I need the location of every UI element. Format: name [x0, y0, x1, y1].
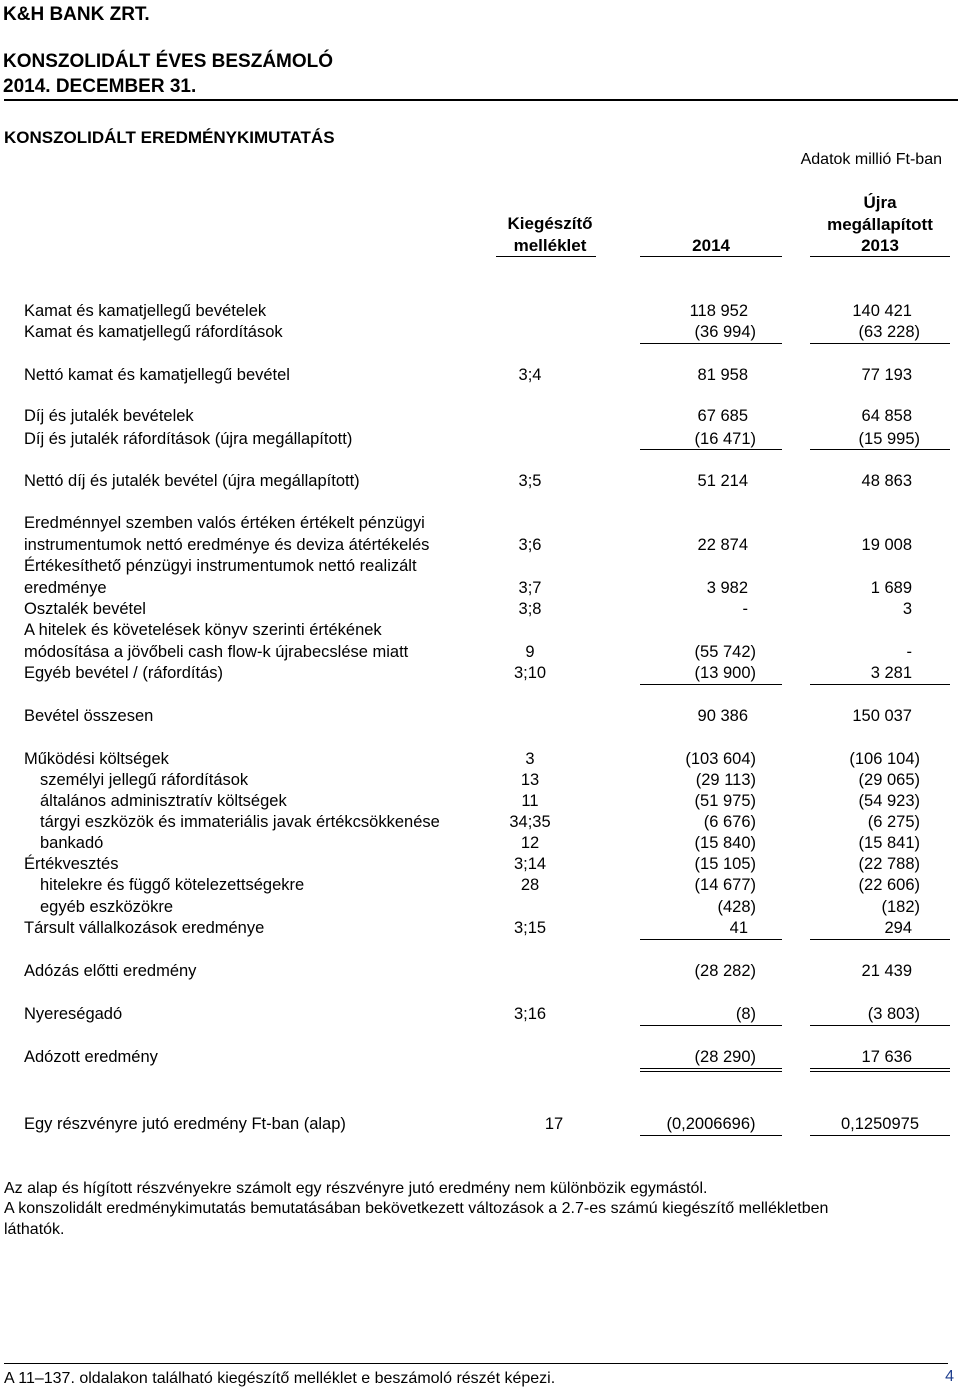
value-2013: 1 689 [870, 579, 912, 597]
eps-rule [640, 1135, 782, 1136]
page-number: 4 [945, 1368, 954, 1385]
row-label: Adózás előtti eredmény [24, 962, 197, 980]
value-2013: 3 281 [870, 664, 912, 682]
note-ref: 17 [544, 1115, 564, 1133]
value-2013: - [906, 643, 912, 661]
value-2014: (15 105) [694, 855, 756, 873]
note-ref: 3;4 [518, 366, 542, 384]
note-ref: 3;15 [513, 919, 547, 937]
value-2014: (13 900) [694, 664, 756, 682]
row-label: hitelekre és függő kötelezettségekre [40, 876, 305, 894]
subtotal-rule [810, 939, 950, 940]
note-ref: 11 [521, 792, 539, 810]
row-label: tárgyi eszközök és immateriális javak értékcsökkenése [40, 813, 440, 831]
units-label: Adatok millió Ft-ban [800, 151, 942, 168]
year-2014-header: 2014 [692, 236, 730, 255]
value-2013: (29 065) [858, 771, 920, 789]
note-ref: 3 [525, 750, 535, 768]
value-2013: (3 803) [867, 1005, 920, 1023]
footer-text: A 11–137. oldalakon található kiegészítő melléklet e beszámoló részét képezi. [4, 1370, 556, 1387]
year-2013-header-2: megállapított [827, 215, 933, 234]
row-label: Bevétel összesen [24, 707, 154, 725]
value-2014: (0,2006696) [666, 1115, 756, 1133]
value-2013: 19 008 [861, 536, 912, 554]
value-2013: 64 858 [861, 407, 912, 425]
row-label: Egy részvényre jutó eredmény Ft-ban (alap) [24, 1115, 346, 1133]
value-2013: (63 228) [858, 323, 920, 341]
value-2013: 150 037 [852, 707, 912, 725]
statement-title: KONSZOLIDÁLT EREDMÉNYKIMUTATÁS [4, 128, 335, 147]
value-2013: (22 606) [858, 876, 920, 894]
note-header-rule [496, 256, 596, 257]
row-label: Adózott eredmény [24, 1048, 158, 1066]
footer-rule [4, 1363, 948, 1364]
note-col-header-1: Kiegészítő [507, 214, 593, 233]
total-rule [810, 1071, 950, 1072]
note-ref: 3;5 [518, 472, 542, 490]
value-2014: 118 952 [689, 302, 748, 320]
year-2013-header-3: 2013 [861, 236, 899, 255]
row-label: Értékvesztés [24, 855, 119, 873]
row-label: általános adminisztratív költségek [40, 792, 287, 810]
row-label: személyi jellegű ráfordítások [40, 771, 249, 789]
value-2014: (428) [717, 898, 756, 916]
value-2014: 22 874 [697, 536, 748, 554]
value-2014: 51 214 [697, 472, 748, 490]
y2013-header-rule [810, 256, 950, 257]
value-2013: 17 636 [861, 1048, 912, 1066]
note-col-header-2: melléklet [513, 236, 587, 255]
value-2014: (14 677) [694, 876, 756, 894]
value-2014: (29 113) [695, 771, 756, 789]
value-2013: 21 439 [861, 962, 912, 980]
row-label-line2: instrumentumok nettó eredménye és deviza átértékelés [24, 536, 430, 554]
value-2014: (28 282) [694, 962, 756, 980]
subtotal-rule [640, 449, 782, 450]
bank-name: K&H BANK ZRT. [3, 4, 150, 25]
value-2014: 67 685 [697, 407, 748, 425]
eps-rule [810, 1135, 950, 1136]
row-label-line2: módosítása a jövőbeli cash flow-k újrabecslése miatt [24, 643, 409, 661]
value-2013: (106 104) [849, 750, 920, 768]
row-label: Nettó díj és jutalék bevétel (újra megállapított) [24, 472, 360, 490]
subtotal-rule [640, 684, 782, 685]
value-2013: (182) [881, 898, 920, 916]
row-label: Díj és jutalék bevételek [24, 407, 194, 425]
note-ref: 3;8 [518, 600, 542, 618]
subtotal-rule [810, 684, 950, 685]
note-ref: 34;35 [509, 813, 551, 831]
value-2013: (6 275) [867, 813, 920, 831]
report-date: 2014. DECEMBER 31. [3, 76, 197, 97]
row-label: Nettó kamat és kamatjellegű bevétel [24, 366, 290, 384]
row-label-line1: Eredménnyel szemben valós értéken értékelt pénzügyi [24, 514, 425, 532]
row-label: Nyereségadó [24, 1005, 123, 1023]
row-label-line2: eredménye [24, 579, 107, 597]
note-ref: 12 [520, 834, 540, 852]
value-2013: 3 [902, 600, 912, 618]
subtotal-rule [640, 1025, 782, 1026]
value-2013: (15 995) [858, 430, 920, 448]
value-2013: (15 841) [858, 834, 920, 852]
value-2014: (16 471) [694, 430, 756, 448]
value-2014: - [742, 600, 748, 618]
value-2014: (8) [735, 1005, 756, 1023]
note-ref: 3;16 [513, 1005, 547, 1023]
year-2013-header-1: Újra [863, 193, 897, 212]
value-2013: 294 [884, 919, 912, 937]
footnote-line2: A konszolidált eredménykimutatás bemutatásában bekövetkezett változások a 2.7-es számú kiegészítő mellékletben [4, 1200, 829, 1217]
value-2013: 48 863 [861, 472, 912, 490]
total-rule [640, 1071, 782, 1072]
row-label-line1: A hitelek és követelések könyv szerinti értékének [24, 621, 382, 639]
value-2014: 81 958 [697, 366, 748, 384]
header-rule [4, 99, 958, 101]
value-2014: (55 742) [694, 643, 756, 661]
value-2014: (6 676) [703, 813, 756, 831]
subtotal-rule [640, 939, 782, 940]
total-rule [810, 1068, 950, 1069]
value-2014: (51 975) [694, 792, 756, 810]
note-ref: 28 [520, 876, 540, 894]
note-ref: 3;7 [518, 579, 542, 597]
value-2014: 41 [729, 919, 748, 937]
note-ref: 3;6 [518, 536, 542, 554]
value-2014: (28 290) [694, 1048, 756, 1066]
subtotal-rule [810, 343, 950, 344]
value-2014: (36 994) [694, 323, 756, 341]
value-2013: (22 788) [858, 855, 920, 873]
row-label: egyéb eszközökre [40, 898, 173, 916]
subtotal-rule [810, 449, 950, 450]
value-2013: 0,1250975 [841, 1115, 919, 1133]
value-2014: 3 982 [706, 579, 748, 597]
value-2014: (15 840) [694, 834, 756, 852]
row-label: Díj és jutalék ráfordítások (újra megállapított) [24, 430, 353, 448]
report-title: KONSZOLIDÁLT ÉVES BESZÁMOLÓ [3, 51, 334, 72]
value-2014: (103 604) [685, 750, 756, 768]
row-label: Kamat és kamatjellegű bevételek [24, 302, 267, 320]
total-rule [640, 1068, 782, 1069]
row-label: Egyéb bevétel / (ráfordítás) [24, 664, 224, 682]
note-ref: 13 [520, 771, 540, 789]
subtotal-rule [640, 343, 782, 344]
value-2013: 140 421 [852, 302, 912, 320]
note-ref: 3;10 [513, 664, 547, 682]
row-label: Társult vállalkozások eredménye [24, 919, 265, 937]
y2014-header-rule [640, 256, 782, 257]
value-2013: (54 923) [858, 792, 920, 810]
row-label: Osztalék bevétel [24, 600, 146, 618]
row-label: Működési költségek [24, 750, 169, 768]
footnote-line3: láthatók. [4, 1221, 65, 1238]
row-label: bankadó [40, 834, 104, 852]
row-label: Kamat és kamatjellegű ráfordítások [24, 323, 283, 341]
note-ref: 9 [525, 643, 535, 661]
row-label-line1: Értékesíthető pénzügyi instrumentumok nettó realizált [24, 557, 417, 575]
value-2013: 77 193 [861, 366, 912, 384]
note-ref: 3;14 [513, 855, 547, 873]
value-2014: 90 386 [697, 707, 748, 725]
subtotal-rule [810, 1025, 950, 1026]
footnote-line1: Az alap és hígított részvényekre számolt egy részvényre jutó eredmény nem különbözik egymástól. [4, 1180, 708, 1197]
